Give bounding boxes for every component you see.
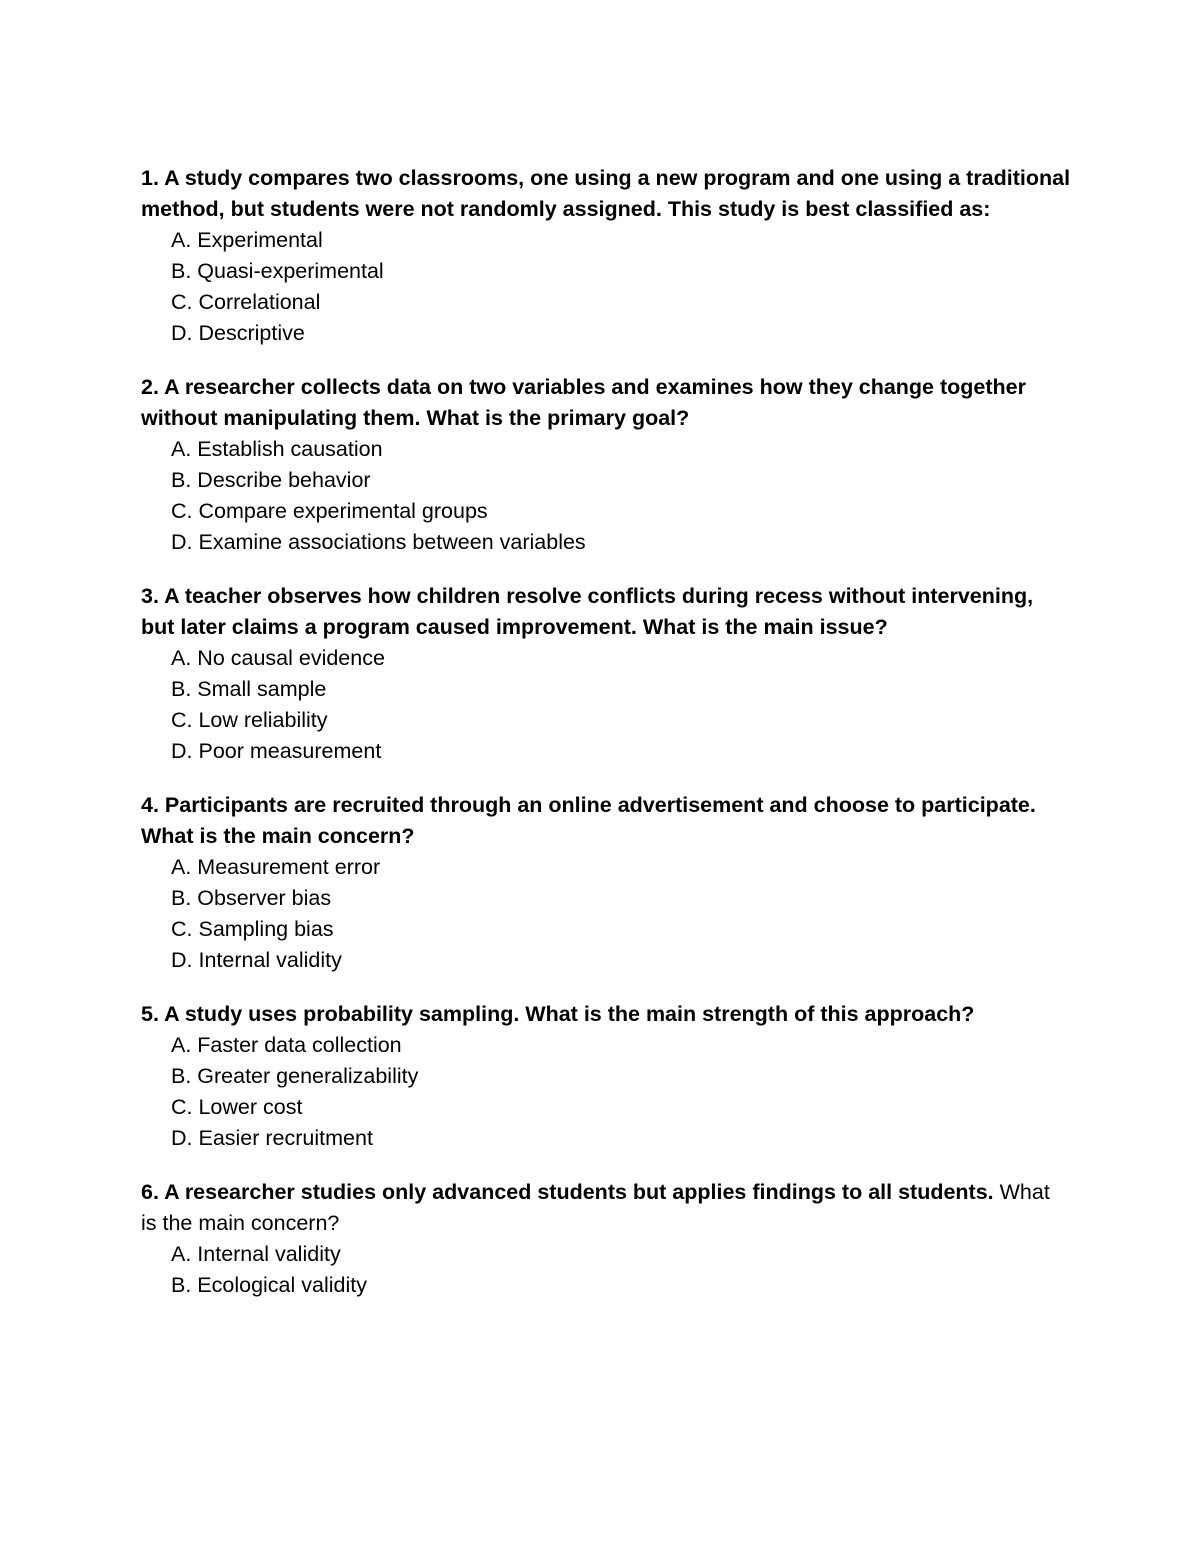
question-stem: A study compares two classrooms, one using a new program and one using a traditional method, but students were not randomly assigned. This study is best classified as:	[141, 166, 1071, 221]
question-number: 5.	[141, 1002, 159, 1026]
question-text	[141, 790, 1071, 852]
question-stem: . A researcher studies only advanced students but applies findings to all students.	[152, 1180, 994, 1204]
question-text	[141, 999, 1071, 1030]
answer-option: D. Examine associations between variables	[171, 530, 586, 554]
question-number: 4.	[141, 793, 159, 817]
answer-option: A. Measurement error	[171, 855, 381, 879]
question-text	[141, 163, 1071, 225]
question-stem: Participants are recruited through an online advertisement and choose to participate. What is the main concern?	[141, 793, 1036, 848]
question-6	[141, 1177, 1071, 1301]
answer-option: D. Poor measurement	[171, 739, 382, 763]
question-stem: A study uses probability sampling. What is the main strength of this approach?	[158, 1002, 975, 1026]
answer-option: C. Lower cost	[171, 1095, 303, 1119]
answer-option: D. Internal validity	[171, 948, 342, 972]
question-4	[141, 790, 1071, 976]
question-stem: A teacher observes how children resolve conflicts during recess without intervening, but later claims a program caused improvement. What is the main issue?	[141, 584, 1034, 639]
answer-option: D. Easier recruitment	[171, 1126, 373, 1150]
question-number: 3.	[141, 584, 159, 608]
question-text	[141, 581, 1071, 643]
question-number: 6	[141, 1180, 153, 1204]
answer-option: C. Correlational	[171, 290, 321, 314]
question-text	[141, 1177, 1071, 1239]
answer-options	[141, 1030, 1071, 1154]
question-5	[141, 999, 1071, 1154]
answer-option: B. Describe behavior	[171, 468, 371, 492]
question-list	[141, 163, 1071, 1324]
question-stem: A researcher collects data on two variables and examines how they change together without manipulating them. What is the primary goal?	[141, 375, 1026, 430]
answer-option: B. Observer bias	[171, 886, 332, 910]
answer-options	[141, 1239, 1071, 1301]
question-1	[141, 163, 1071, 349]
question-3	[141, 581, 1071, 767]
answer-option: B. Quasi-experimental	[171, 259, 384, 283]
answer-options	[141, 434, 1071, 558]
answer-option: B. Greater generalizability	[171, 1064, 419, 1088]
answer-option: A. Faster data collection	[171, 1033, 402, 1057]
question-text	[141, 372, 1071, 434]
answer-options	[141, 852, 1071, 976]
question-stem-normal: What is the main concern?	[141, 1180, 1050, 1235]
answer-option: D. Descriptive	[171, 321, 305, 345]
answer-option: C. Compare experimental groups	[171, 499, 488, 523]
question-number: 1.	[141, 166, 159, 190]
answer-options	[141, 225, 1071, 349]
answer-option: A. Establish causation	[171, 437, 383, 461]
question-2	[141, 372, 1071, 558]
answer-options	[141, 643, 1071, 767]
answer-option: C. Sampling bias	[171, 917, 334, 941]
answer-option: A. Internal validity	[171, 1242, 341, 1266]
answer-option: B. Small sample	[171, 677, 327, 701]
answer-option: A. Experimental	[171, 228, 323, 252]
answer-option: C. Low reliability	[171, 708, 328, 732]
answer-option: A. No causal evidence	[171, 646, 385, 670]
answer-option: B. Ecological validity	[171, 1273, 367, 1297]
question-number: 2.	[141, 375, 159, 399]
